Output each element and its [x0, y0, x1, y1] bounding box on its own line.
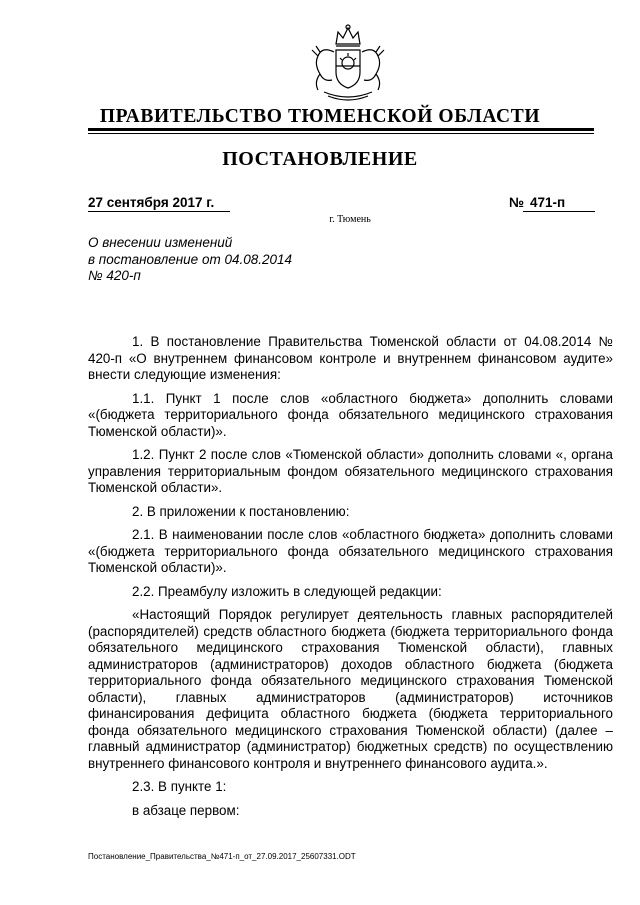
header-rule-thin	[88, 133, 594, 134]
paragraph-first-clause: в абзаце первом:	[132, 802, 240, 818]
subject-line: О внесении изменений	[88, 235, 233, 250]
subject-line: № 420-п	[88, 268, 141, 283]
number-sign: №	[509, 195, 525, 210]
paragraph-2: 2. В приложении к постановлению:	[132, 503, 350, 519]
paragraph-1-2: 1.2. Пункт 2 после слов «Тюменской области» дополнить словами «, органа управления территориальным фондом обязательного медицинского страхования Тюменской области».	[88, 447, 613, 495]
document-number: 471-п	[530, 195, 566, 210]
document-city: г. Тюмень	[329, 214, 371, 225]
header-rule-thick	[88, 128, 594, 131]
paragraph-2-1: 2.1. В наименовании после слов «областного бюджета» дополнить словами «(бюджета территориального фонда обязательного медицинского страхования Тюменской области)».	[88, 527, 613, 575]
document-date: 27 сентября 2017 г.	[88, 195, 215, 210]
document-subject	[88, 235, 292, 285]
document-body	[88, 334, 613, 826]
document-type: ПОСТАНОВЛЕНИЕ	[222, 148, 418, 170]
government-title: ПРАВИТЕЛЬСТВО ТЮМЕНСКОЙ ОБЛАСТИ	[99, 106, 541, 127]
paragraph-1-1: 1.1. Пункт 1 после слов «областного бюджета» дополнить словами «(бюджета территориального фонда обязательного медицинского страхования Тюменской области)».	[88, 390, 613, 439]
paragraph-1: 1. В постановление Правительства Тюменской области от 04.08.2014 № 420-п «О внутреннем финансовом контроле и внутреннем финансовом аудите» внести следующие изменения:	[88, 334, 613, 382]
paragraph-2-3: 2.3. В пункте 1:	[132, 779, 227, 794]
coat-of-arms-icon	[306, 22, 390, 104]
subject-line: в постановление от 04.08.2014	[88, 251, 293, 267]
paragraph-2-2: 2.2. Преамбулу изложить в следующей редакции:	[132, 583, 442, 599]
paragraph-preamble: «Настоящий Порядок регулирует деятельность главных распорядителей (распорядителей) средств областного бюджета (бюджета территориального фонда обязательного медицинского страхования Тюменской области), главных администраторов (администраторов) доходов областного бюджета (бюджета территориального фонда обязательного медицинского страхования Тюменской области), главных администраторов (администраторов) источников финансирования дефицита областного бюджета (бюджета территориального фонда обязательного медицинского страхования Тюменской области) (далее – главный администратор (администратор) бюджетных средств) по осуществлению внутреннего финансового контроля и внутреннего финансового аудита.».	[88, 607, 613, 771]
number-underline	[523, 211, 595, 212]
footer-filename: Постановление_Правительства_№471-п_от_27.09.2017_25607331.ODT	[88, 852, 356, 861]
date-underline	[88, 211, 230, 212]
